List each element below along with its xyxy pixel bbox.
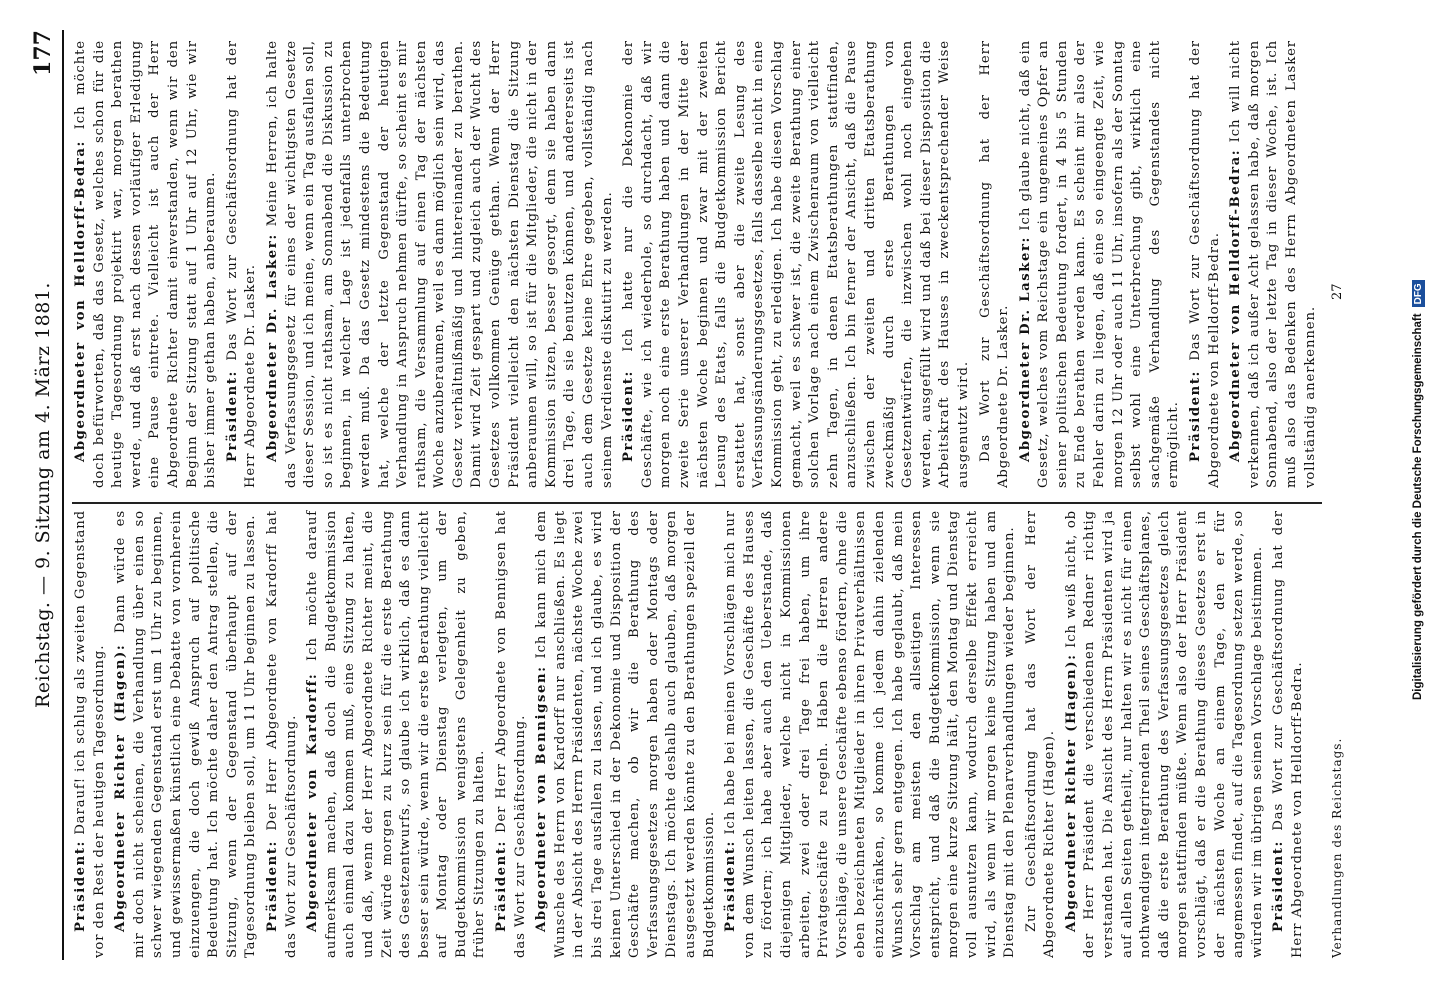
page-number: 177 <box>30 30 56 76</box>
speech-text: Das Wort zur Geschäftsordnung hat der Herr Abgeordnete Dr. Lasker. <box>224 40 259 488</box>
speaker-name: Abgeordneter Dr. Lasker: <box>1017 236 1033 462</box>
speech-paragraph <box>1227 40 1320 488</box>
column-divider <box>72 502 1322 504</box>
speaker-name: Präsident: <box>494 839 510 932</box>
speech-text: Ich will nicht verkennen, daß ich außer Acht gelassen habe, daß morgen Sonnabend, also der letzte Tag in dieser Woche, ist. Ich muß also das Bedenken des Herrn Abgeordneten Lasker vollständig anerkennen. <box>1228 40 1318 488</box>
speech-text: Ich möchte doch befürworten, daß das Gesetz, welches schon für die heutige Tagesordnung projektirt war, morgen berathen werde, und daß erst nach dessen vorläufiger Erledigung eine Pause eintrete. Vielleicht ist auch der Herr Abgeordnete Richter damit einverstanden, wenn wir den Beginn der Sitzung statt auf 1 Uhr auf 12 Uhr, wie wir bisher immer gethan haben, anberaumen. <box>73 40 219 488</box>
speech-text: Meine Herren, ich halte das Verfassungsgesetz für eines der wichtigsten Gesetze dieser Session, und ich meine, wenn ein Tag ausfallen soll, so ist es nicht rathsam, am Sonnabend die Diskussion zu beginnen, in welcher Lage ist jedenfalls unterbrochen werden muß. Da das Gesetz mindestens die Bedeutung hat, welche der letzte Gegenstand der heutigen Verhandlung in Anspruch nehmen dürfte, so scheint es mir rathsam, die Versammlung auf einen Tag der nächsten Woche anzuberaumen, weil es dann möglich sein wird, das Gesetz verhältnißmäßig und hintereinander zu berathen. Damit wird Zeit gespart und zugleich auch der Wucht des Gesetzes vollkommen Genüge gethan. Wenn der Herr Präsident vielleicht den nächsten Dienstag die Sitzung anberaumen will, so ist für die Mitglieder, die nicht in der Kommission sitzen, besser gesorgt, denn sie haben dann drei Tage, die sie benutzen können, und andererseits ist auch dem Gesetze keine Ehre gegeben, vollständig nach seinem Verdienste diskutirt zu werden. <box>264 40 615 488</box>
speech-paragraph <box>533 510 719 958</box>
speaker-name: Präsident: <box>224 369 240 462</box>
speech-text: Ich glaube nicht, daß ein Gesetz, welches vom Reichstage ein ungemeines Opfer an seiner politischen Bedeutung fordert, in 4 bis 5 Stunden zu Ende berathen werden kann. Es scheint mir also der Fehler darin zu liegen, daß eine so eingeengte Zeit, wie morgen 12 Uhr oder auch 11 Uhr, insofern als der Sonntag selbst wohl eine Unterbrechung gibt, wirklich eine sachgemäße Verhandlung des Gegenstandes nicht ermöglicht. <box>1017 40 1182 488</box>
speech-paragraph <box>722 510 1020 958</box>
speech-text: Zur Geschäftsordnung hat das Wort der Herr Abgeordnete Richter (Hagen). <box>1023 510 1058 958</box>
speech-paragraph <box>224 40 261 488</box>
speech-paragraph <box>1270 510 1307 958</box>
speaker-name: Abgeordneter Dr. Lasker: <box>264 233 280 462</box>
digitization-stamp-text: Digitalisierung gefördert durch die Deutsche Forschungsgemeinschaft <box>1412 313 1424 700</box>
speech-text: Darauf! ich schlug als zweiten Gegenstand vor den Rest der heutigen Tagesordnung. <box>73 510 107 958</box>
speaker-name: Präsident: <box>1188 369 1204 462</box>
speech-paragraph <box>1017 40 1184 488</box>
speech-paragraph <box>1187 40 1224 488</box>
running-title: Reichstag. — 9. Sitzung am 4. März 1881. <box>32 282 54 708</box>
speech-paragraph <box>112 510 261 958</box>
speech-text: Der Herr Abgeordnete von Bennigsen hat das Wort zur Geschäftsordnung. <box>494 510 528 958</box>
speaker-name: Abgeordneter Richter (Hagen): <box>113 643 129 932</box>
speaker-name: Präsident: <box>621 369 637 462</box>
speech-paragraph <box>620 40 973 488</box>
speech-paragraph <box>72 510 109 958</box>
speech-text: Der Herr Abgeordnete von Kardorff hat das Wort zur Geschäftsordnung. <box>264 510 299 958</box>
speech-text: Das Wort zur Geschäftsordnung hat der Herr Abgeordnete von Helldorff-Bedra. <box>1271 510 1305 958</box>
page-header <box>30 30 64 960</box>
speaker-name: Abgeordneter Richter (Hagen): <box>1063 653 1079 932</box>
speech-paragraph <box>264 510 301 958</box>
speaker-name: Abgeordneter von Bennigsen: <box>534 665 550 932</box>
speech-text: Dann würde es mir doch nicht scheinen, die Verhandlung über einen so schwer wiegenden Gegenstand erst um 1 Uhr zu beginnen, und gewissermaßen künstlich eine Debatte von vornherein einzuengen, die doch gewiß Anspruch auf politische Bedeutung hat. Ich möchte daher den Antrag stellen, die Sitzung, wenn der Gegenstand überhaupt auf der Tagesordnung bleiben soll, um 11 Uhr beginnen zu lassen. <box>113 510 259 958</box>
speech-paragraph <box>493 510 530 958</box>
speech-text: Ich weiß nicht, ob der Herr Präsident die verschiedenen Redner richtig verstanden hat. Die Ansicht des Herrn Präsidenten wird ja auf allen Seiten getheilt, nur halten wir es nicht für einen nothwendigen integrirenden Theil seines Geschäftsplanes, daß die erste Berathung des Verfassungsgesetzes gleich morgen stattfinden müßte. Wenn also der Herr Präsident vorschlägt, daß er die Berathung dieses Gesetzes erst in der nächsten Woche an einem Tage, den er für angemessen findet, auf die Tagesordnung setzen werde, so würden wir im übrigen seinen Vorschlage beistimmen. <box>1063 510 1265 958</box>
speaker-name: Abgeordneter von Helldorff-Bedra: <box>1228 148 1244 462</box>
speaker-name: Präsident: <box>73 839 88 932</box>
speaker-name: Präsident: <box>264 839 280 932</box>
speech-paragraph <box>72 40 221 488</box>
speech-text: Ich kann mich dem Wunsche des Herrn von Kardorff nur anschließen. Es liegt in der Absicht des Herrn Präsidenten, nächste Woche zwei bis drei Tage ausfallen zu lassen, und ich glaube, es wird keinen Unterschied in der Dekonomie und Disposition der Geschäfte machen, ob wir die Berathung des Verfassungsgesetzes morgen haben oder Montags oder Dienstags. Ich möchte deshalb auch glauben, daß morgen ausgesetzt werden könnte zu den Berathungen speziell der Budgetkommission. <box>534 510 717 958</box>
speaker-name: Abgeordneter von Helldorff-Bedra: <box>73 140 88 462</box>
speech-text: Ich hatte nur die Dekonomie der Geschäfte, wie ich wiederhole, so durchdacht, daß wir morgen noch eine erste Berathung haben und dann die zweite Serie unserer Verhandlungen in der Mitte der nächsten Woche beginnen und zwar mit der zweiten Lesung des Etats, falls die Budgetkommission Bericht erstattet hat, sonst aber die zweite Lesung des Verfassungsänderungsgesetzes, falls dasselbe nicht in eine Kommission geht, zu erledigen. Ich habe diesen Vorschlag gemacht, weil es schwer ist, die zweite Berathung einer solchen Vorlage nach einem Zwischenraum von vielleicht zehn Tagen, in denen Etatsberathungen stattfinden, anzuschließen. Ich bin ferner der Ansicht, daß die Pause zwischen der zweiten und dritten Etatsberathung zweckmäßig durch erste Berathungen von Gesetzentwürfen, die inzwischen wohl noch eingehen werden, ausgefüllt wird und daß bei dieser Disposition die Arbeitskraft des Hauses in zweckentsprechender Weise ausgenutzt wird. <box>621 40 971 488</box>
speech-text: Das Wort zur Geschäftsordnung hat der Abgeordnete von Helldorff-Bedra. <box>1188 40 1222 488</box>
speaker-name: Präsident: <box>1271 839 1287 932</box>
signature-mark: 27 <box>1330 283 1345 300</box>
footer-note: Verhandlungen des Reichstags. <box>1330 737 1344 958</box>
speech-paragraph <box>977 40 1014 488</box>
left-column <box>72 510 1322 958</box>
speech-paragraph <box>1023 510 1060 958</box>
speech-text: Ich habe bei meinen Vorschlägen mich nur von dem Wunsch leiten lassen, die Geschäfte des Hauses zu fördern; ich habe aber auch den Ueberstande, daß diejenigen Mitglieder, welche nicht in Kommissionen arbeiten, zwei oder drei Tage frei haben, um ihre Privatgeschäfte zu regeln. Haben die Herren andere Vorschläge, die unsere Geschäfte ebenso fördern, ohne die eben bezeichneten Mitglieder in ihren Privatverhältnissen einzuschränken, so komme ich jedem dahin zielenden Wunsch sehr gern entgegen. Ich habe geglaubt, daß mein Vorschlag am meisten den allseitigen Interessen entspricht, und daß die Budgetkommission, wenn sie morgen eine kurze Sitzung hält, den Montag und Dienstag voll ausnutzen kann, wodurch derselbe Effekt erreicht wird, als wenn wir morgen keine Sitzung haben und am Dienstag mit den Plenarverhandlungen wieder beginnen. <box>723 510 1018 958</box>
speaker-name: Präsident: <box>723 839 739 932</box>
speech-paragraph <box>1063 510 1268 958</box>
digitization-stamp <box>1404 0 1432 1000</box>
speech-paragraph <box>264 40 617 488</box>
speech-paragraph <box>304 510 490 958</box>
speaker-name: Abgeordneter von Kardorff: <box>305 672 321 932</box>
speech-text: Das Wort zur Geschäftsordnung hat der Herr Abgeordnete Dr. Lasker. <box>977 40 1012 488</box>
dfg-logo-icon: DFG <box>1412 280 1425 307</box>
right-column <box>72 40 1322 488</box>
speech-text: Ich möchte darauf aufmerksam machen, daß doch die Budgetkommission auch einmal dazu kommen muß, eine Sitzung zu halten, und daß, wenn der Herr Abgeordnete Richter meint, die Zeit würde morgen zu kurz sein für die erste Berathung des Gesetzentwurfs, so glaube ich wirklich, daß es dann besser sein würde, wenn wir die erste Berathung vielleicht auf Montag oder Dienstag verlegten, um der Budgetkommission wenigstens Gelegenheit zu geben, früher Sitzungen zu halten. <box>305 510 488 958</box>
